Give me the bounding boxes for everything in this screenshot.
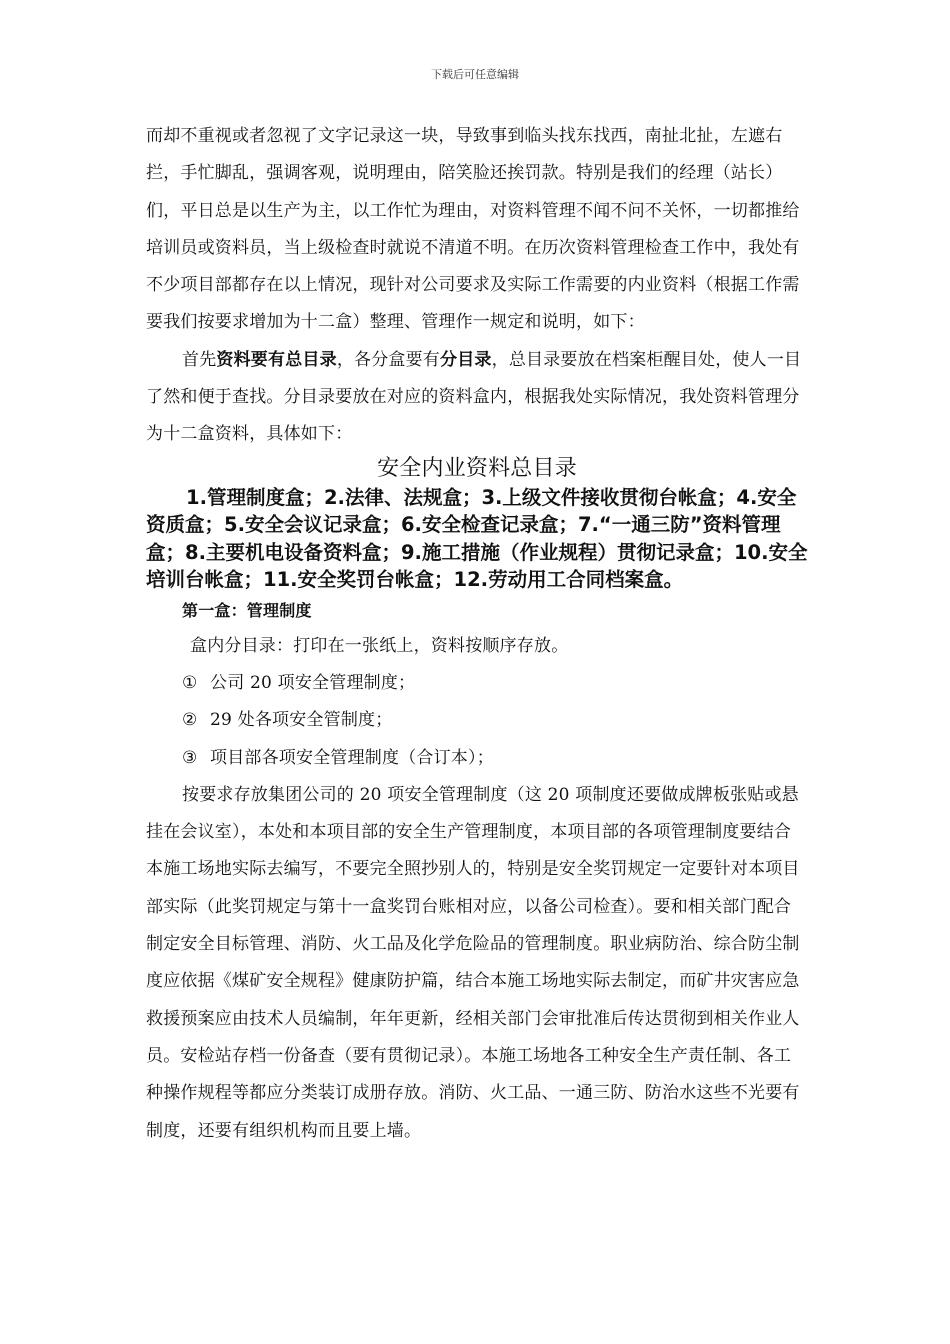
paragraph-box1-detail: 按要求存放集团公司的 20 项安全管理制度（这 20 项制度还要做成牌板张贴或悬挂在会议室），本处和本项目部的安全生产管理制度，本项目部的各项管理制度要结合本施工场地实际去编写，不要完全照抄别人的，特别是安全奖罚规定一定要针对本项目部实际（此奖罚规定与第十一盒奖罚台账相对应，以备公司检查）。要和相关部门配合制定安全目标管理、消防、火工品及化学危险品的管理制度。职业病防治、综合防尘制度应依据《煤矿安全规程》健康防护篇，结合本施工场地实际去制定，而矿井灾害应急救援预案应由技术人员编制，年年更新，经相关部门会审批准后传达贯彻到相关作业人员。安检站存档一份备查（要有贯彻记录）。本施工场地各工种安全生产责任制、各工种操作规程等都应分类装订成册存放。消防、火工品、一通三防、防治水这些不光要有制度，还要有组织机构而且要上墙。 bbox=[146, 784, 800, 1141]
list-item bbox=[146, 740, 808, 777]
list-item bbox=[146, 702, 808, 739]
box1-subcatalog-note: 盒内分目录：打印在一张纸上，资料按顺序存放。 bbox=[190, 635, 569, 656]
text-segment: ，总目录要放在档案柜醒目处，使人一目了然和便于查找。分目录要放在对应的资料盒内，根据我处实际情况，我处资料管理分为十二盒资料，具体如下： bbox=[146, 349, 802, 445]
toc-title: 安全内业资料总目录 bbox=[377, 455, 577, 481]
bold-general-catalog: 资料要有总目录 bbox=[216, 349, 337, 370]
document-body bbox=[146, 118, 808, 1150]
list-item-text: 项目部各项安全管理制度（合订本）； bbox=[210, 747, 494, 768]
paragraph-intro: 而却不重视或者忽视了文字记录这一块，导致事到临头找东找西，南扯北扯，左遮右拦，手忙脚乱，强调客观，说明理由，陪笑脸还挨罚款。特别是我们的经理（站长）们，平日总是以生产为主，以工作忙为理由，对资料管理不闻不问不关怀，一切都推给培训员或资料员，当上级检查时就说不清道不明。在历次资料管理检查工作中，我处有不少项目部都存在以上情况，现针对公司要求及实际工作需要的内业资料（根据工作需要我们按要求增加为十二盒）整理、管理作一规定和说明，如下： bbox=[146, 126, 800, 333]
list-marker: ③ bbox=[182, 747, 198, 768]
list-marker: ① bbox=[182, 672, 198, 693]
text-segment: ，各分盒要有 bbox=[336, 349, 441, 370]
list-item bbox=[146, 665, 808, 702]
text-segment: 首先 bbox=[182, 349, 217, 370]
list-item-text: 公司 20 项安全管理制度； bbox=[210, 672, 416, 693]
toc-list: 1.管理制度盒；2.法律、法规盒；3.上级文件接收贯彻台帐盒；4.安全资质盒；5.安全会议记录盒；6.安全检查记录盒；7.“一通三防”资料管理盒；8.主要机电设备资料盒；9.施工措施（作业规程）贯彻记录盒；10.安全培训台帐盒；11.安全奖罚台帐盒；12.劳动用工合同档案盒。 bbox=[146, 485, 808, 592]
list-item-text: 29 处各项安全管制度； bbox=[210, 710, 393, 731]
bold-sub-catalog: 分目录 bbox=[440, 349, 492, 370]
section-heading-box1: 第一盒：管理制度 bbox=[182, 600, 312, 620]
list-marker: ② bbox=[182, 710, 198, 731]
paragraph-catalog-rule bbox=[146, 342, 808, 454]
page-header: 下载后可任意编辑 bbox=[431, 68, 519, 81]
